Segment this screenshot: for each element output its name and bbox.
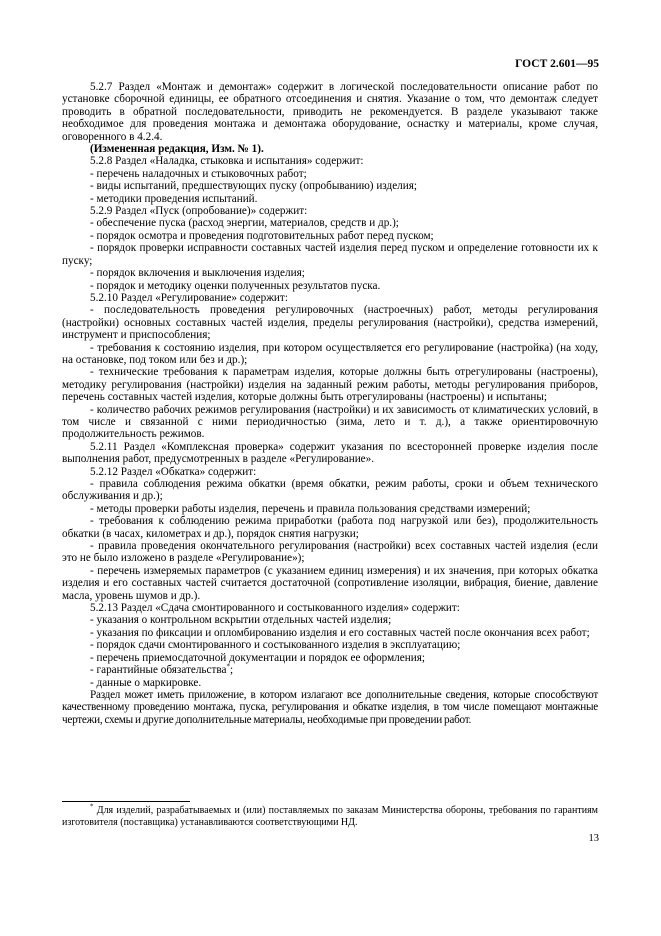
list-item: - указания о контрольном вскрытии отдельных частей изделия; (90, 614, 392, 627)
list-item: - последовательность проведения регулировочных (настроечных) работ, методы регулирования (настройки) основных составных частей изделия, пределы регулирования (настройки), средства измерений, инструмент и приспособления; (62, 304, 598, 342)
section-5-2-7: 5.2.7 Раздел «Монтаж и демонтаж» содержит в логической последовательности описание работ по установке сборочной единицы, ее обратного отсоединения и снятия. Указание о том, что демонтаж следует проводить в обратной последовательности, приводить не рекомендуется. В разделе указывают также необходимое для проведения монтажа и демонтажа оборудование, оснастку и материалы, кроме случая, оговоренного в 4.2.4. (62, 81, 598, 143)
warranty-text: - гарантийные обязательства (90, 664, 227, 677)
standard-header: ГОСТ 2.601—95 (515, 58, 599, 70)
list-item: - требования к состоянию изделия, при котором осуществляется его регулирование (настройка) (на ходу, на остановке, под током или без и др.); (62, 341, 598, 366)
section-5-2-10-heading: 5.2.10 Раздел «Регулирование» содержит: (90, 291, 288, 304)
body-text (62, 81, 598, 726)
list-item: - порядок проверки исправности составных частей изделия перед пуском и определение готовности их к пуску; (62, 242, 598, 267)
list-item: - перечень измеряемых параметров (с указанием единиц измерения) и их значения, при которых обкатка изделия и его составных частей считается достаточной (сопротивление изоляции, вибрация, биение, давление масла, уровень шумов и др.). (62, 564, 598, 602)
list-item: - правила соблюдения режима обкатки (время обкатки, режим работы, сроки и объем технического обслуживания и др.); (62, 478, 598, 503)
section-5-2-11: 5.2.11 Раздел «Комплексная проверка» содержит указания по всесторонней проверке изделия после выполнения работ, предусмотренных в разделе «Регулирование». (62, 440, 598, 466)
warranty-punct: ; (230, 664, 234, 677)
list-item: - требования к соблюдению режима приработки (работа под нагрузкой или без), продолжительность обкатки (в часах, километрах и др.), порядок снятия нагрузки; (62, 515, 598, 540)
list-item: - виды испытаний, предшествующих пуску (опробыванию) изделия; (90, 180, 418, 193)
section-5-2-12-heading: 5.2.12 Раздел «Обкатка» содержит: (90, 465, 257, 478)
list-item: - данные о маркировке. (90, 676, 202, 689)
footnote (62, 802, 598, 828)
list-item: - порядок осмотра и проведения подготовительных работ перед пуском; (90, 229, 434, 242)
section-5-2-13-heading: 5.2.13 Раздел «Сдача смонтированного и состыкованного изделия» содержит: (90, 602, 460, 615)
list-item: - обеспечение пуска (расход энергии, материалов, средств и др.); (90, 217, 399, 230)
list-item: - перечень приемосдаточной документации и порядок ее оформления; (90, 651, 425, 664)
footnote-text: Для изделий, разрабатываемых и (или) поставляемых по заказам Министерства обороны, требования по гарантиям изготовителя (поставщика) устанавливаются соответствующими НД. (62, 805, 598, 828)
section-5-2-9-heading: 5.2.9 Раздел «Пуск (опробование)» содержит: (90, 205, 308, 218)
list-item: - перечень наладочных и стыковочных работ; (90, 167, 307, 180)
amendment-note: (Измененная редакция, Изм. № 1). (90, 143, 264, 156)
section-5-2-8-heading: 5.2.8 Раздел «Наладка, стыковка и испытания» содержит: (90, 155, 364, 168)
list-item: - количество рабочих режимов регулирования (настройки) и их зависимость от климатических условий, в том числе и связанной с ними периодичностью (зима, лето и т. д.), а также ориентировочную продолжительность режимов. (62, 403, 598, 441)
list-item: - методики проведения испытаний. (90, 192, 258, 205)
footnote-ref: * (226, 662, 230, 671)
list-item: - порядок включения и выключения изделия; (90, 267, 305, 280)
list-item: - методы проверки работы изделия, перечень и правила пользования средствами измерений; (90, 502, 531, 515)
list-item: - порядок и методику оценки полученных результатов пуска. (90, 279, 381, 292)
list-item-warranty (62, 664, 598, 676)
list-item: - указания по фиксации и опломбированию изделия и его составных частей после окончания всех работ; (90, 626, 590, 639)
footnote-marker: * (90, 802, 94, 811)
list-item: - правила проведения окончательного регулирования (настройки) всех составных частей изделия (если это не было изложено в разделе «Регулирование»); (62, 540, 598, 565)
appendix-paragraph: Раздел может иметь приложение, в котором излагают все дополнительные сведения, которые способствуют качественному проведению монтажа, пуска, регулирования и обкатке изделия, в том числе помещают монтажные чертежи, схемы и другие дополнительные материалы, необходимые при проведении работ. (62, 688, 598, 726)
list-item: - порядок сдачи смонтированного и состыкованного изделия в эксплуатацию; (90, 639, 461, 652)
page-number: 13 (588, 833, 599, 844)
list-item: - технические требования к параметрам изделия, которые должны быть отрегулированы (настроены), методику регулирования (настройки) изделия на заданный режим работы, методы регулирования приборов, перечень составных частей изделия, которые должны быть отрегулированы (настроены) и испытаны; (62, 366, 598, 404)
footnote-divider (62, 801, 190, 802)
